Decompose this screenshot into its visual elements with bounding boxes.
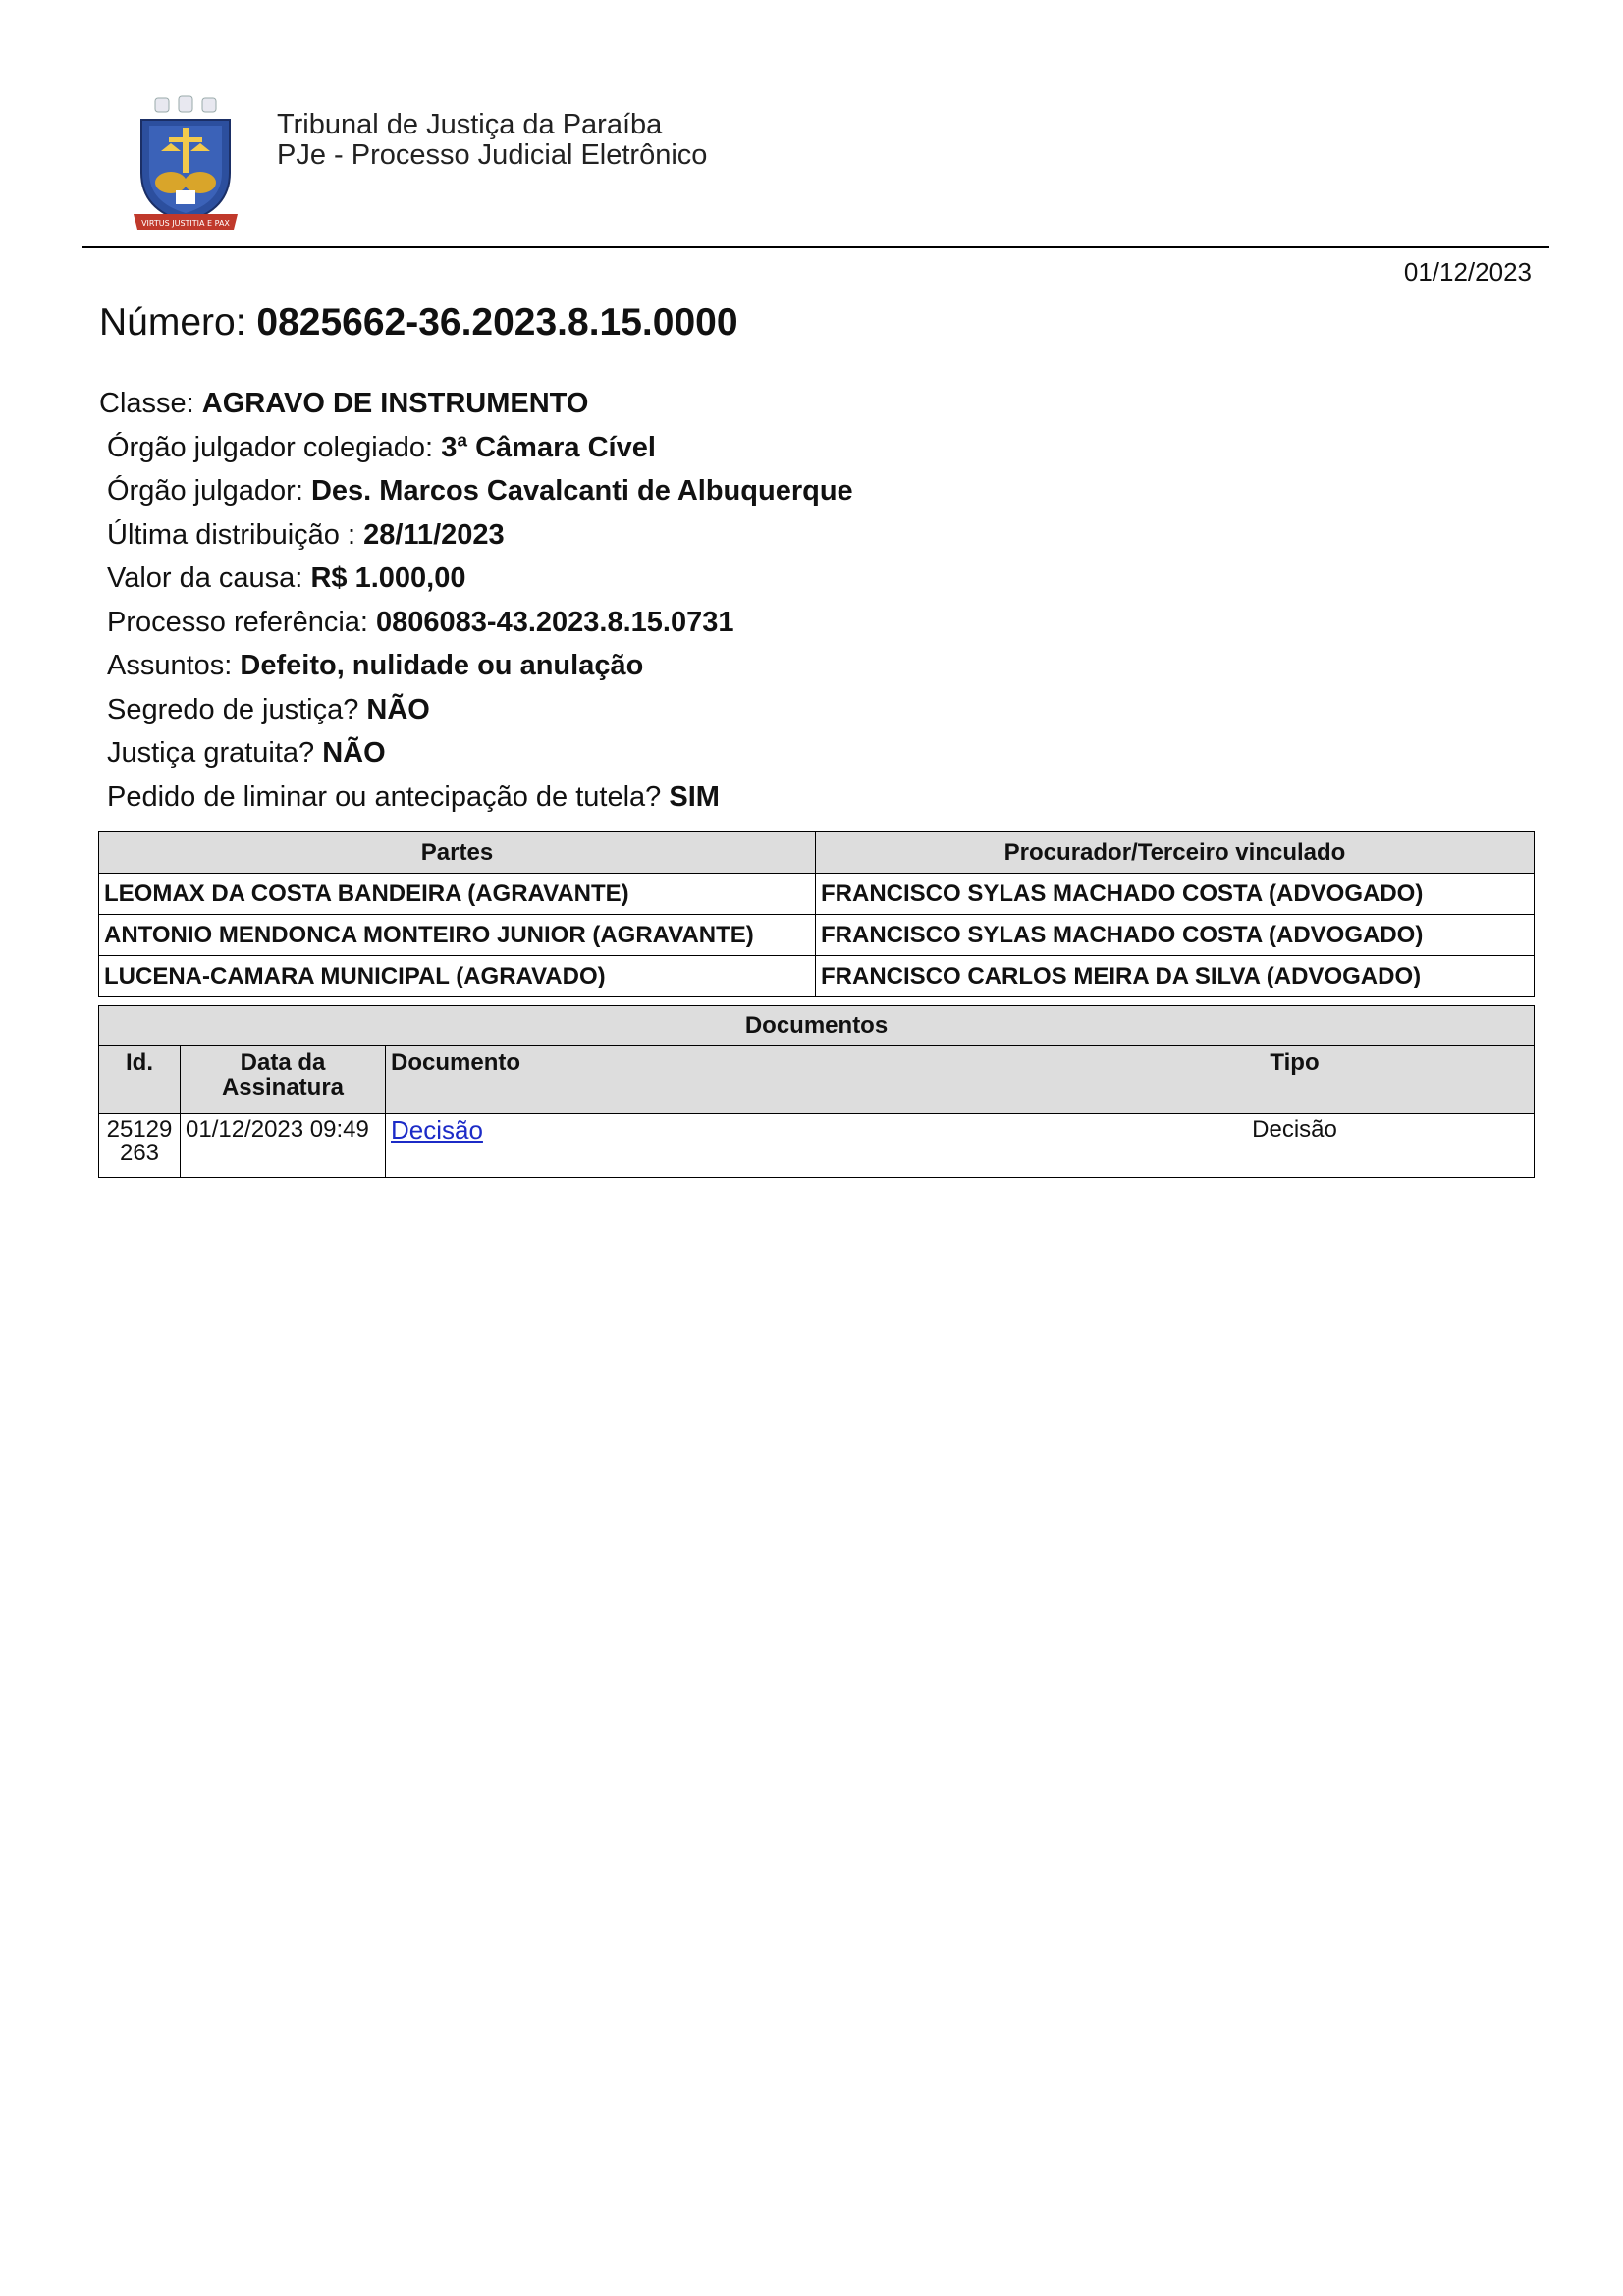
print-date: 01/12/2023 <box>1403 257 1532 287</box>
party-name: ANTONIO MENDONCA MONTEIRO JUNIOR (AGRAVANTE) <box>99 915 816 956</box>
header-divider <box>82 246 1549 248</box>
signature-date: 01/12/2023 09:49 <box>181 1114 386 1178</box>
process-number-label: Número: <box>99 301 246 344</box>
id-header: Id. <box>99 1046 181 1114</box>
document-id: 25129 263 <box>99 1114 181 1178</box>
document-header: Documento <box>386 1046 1055 1114</box>
field-assuntos: Assuntos: Defeito, nulidade ou anulação <box>107 650 644 681</box>
attorney-name: FRANCISCO SYLAS MACHADO COSTA (ADVOGADO) <box>816 874 1535 915</box>
process-number <box>99 300 738 346</box>
seal-motto: VIRTUS JUSTITIA E PAX <box>141 219 230 228</box>
field-ultima-distribuicao: Última distribuição : 28/11/2023 <box>107 518 505 551</box>
field-pedido-liminar: Pedido de liminar ou antecipação de tutela? SIM <box>107 780 720 813</box>
party-name: LEOMAX DA COSTA BANDEIRA (AGRAVANTE) <box>99 874 816 915</box>
attorney-header: Procurador/Terceiro vinculado <box>816 832 1535 874</box>
field-orgao-colegiado: Órgão julgador colegiado: 3ª Câmara Cível <box>107 431 656 463</box>
date-header: Data da Assinatura <box>181 1046 386 1114</box>
field-classe: Classe: AGRAVO DE INSTRUMENTO <box>99 388 589 419</box>
field-processo-referencia: Processo referência: 0806083-43.2023.8.15.0731 <box>107 606 734 638</box>
table-row <box>99 874 1535 915</box>
document-link[interactable]: Decisão <box>391 1115 483 1145</box>
field-orgao-julgador: Órgão julgador: Des. Marcos Cavalcanti de Albuquerque <box>107 475 853 507</box>
table-row <box>99 1114 1535 1178</box>
type-header: Tipo <box>1055 1046 1535 1114</box>
field-justica-gratuita: Justiça gratuita? NÃO <box>107 737 386 769</box>
document-type: Decisão <box>1055 1114 1535 1178</box>
process-fields <box>99 382 1533 819</box>
documents-table <box>98 1005 1535 1178</box>
document-header <box>132 94 1549 241</box>
attorney-name: FRANCISCO CARLOS MEIRA DA SILVA (ADVOGADO) <box>816 956 1535 997</box>
field-segredo-justica: Segredo de justiça? NÃO <box>107 693 430 725</box>
parties-header: Partes <box>99 832 816 874</box>
documents-caption: Documentos <box>99 1006 1535 1046</box>
system-name: PJe - Processo Judicial Eletrônico <box>277 139 708 171</box>
table-row <box>99 915 1535 956</box>
parties-table <box>98 831 1535 997</box>
court-name: Tribunal de Justiça da Paraíba <box>277 109 663 140</box>
party-name: LUCENA-CAMARA MUNICIPAL (AGRAVADO) <box>99 956 816 997</box>
attorney-name: FRANCISCO SYLAS MACHADO COSTA (ADVOGADO) <box>816 915 1535 956</box>
table-row <box>99 956 1535 997</box>
process-number-value: 0825662-36.2023.8.15.0000 <box>256 301 738 344</box>
court-seal-icon <box>132 94 240 240</box>
field-valor-causa: Valor da causa: R$ 1.000,00 <box>107 562 466 594</box>
document-cell <box>386 1114 1055 1178</box>
